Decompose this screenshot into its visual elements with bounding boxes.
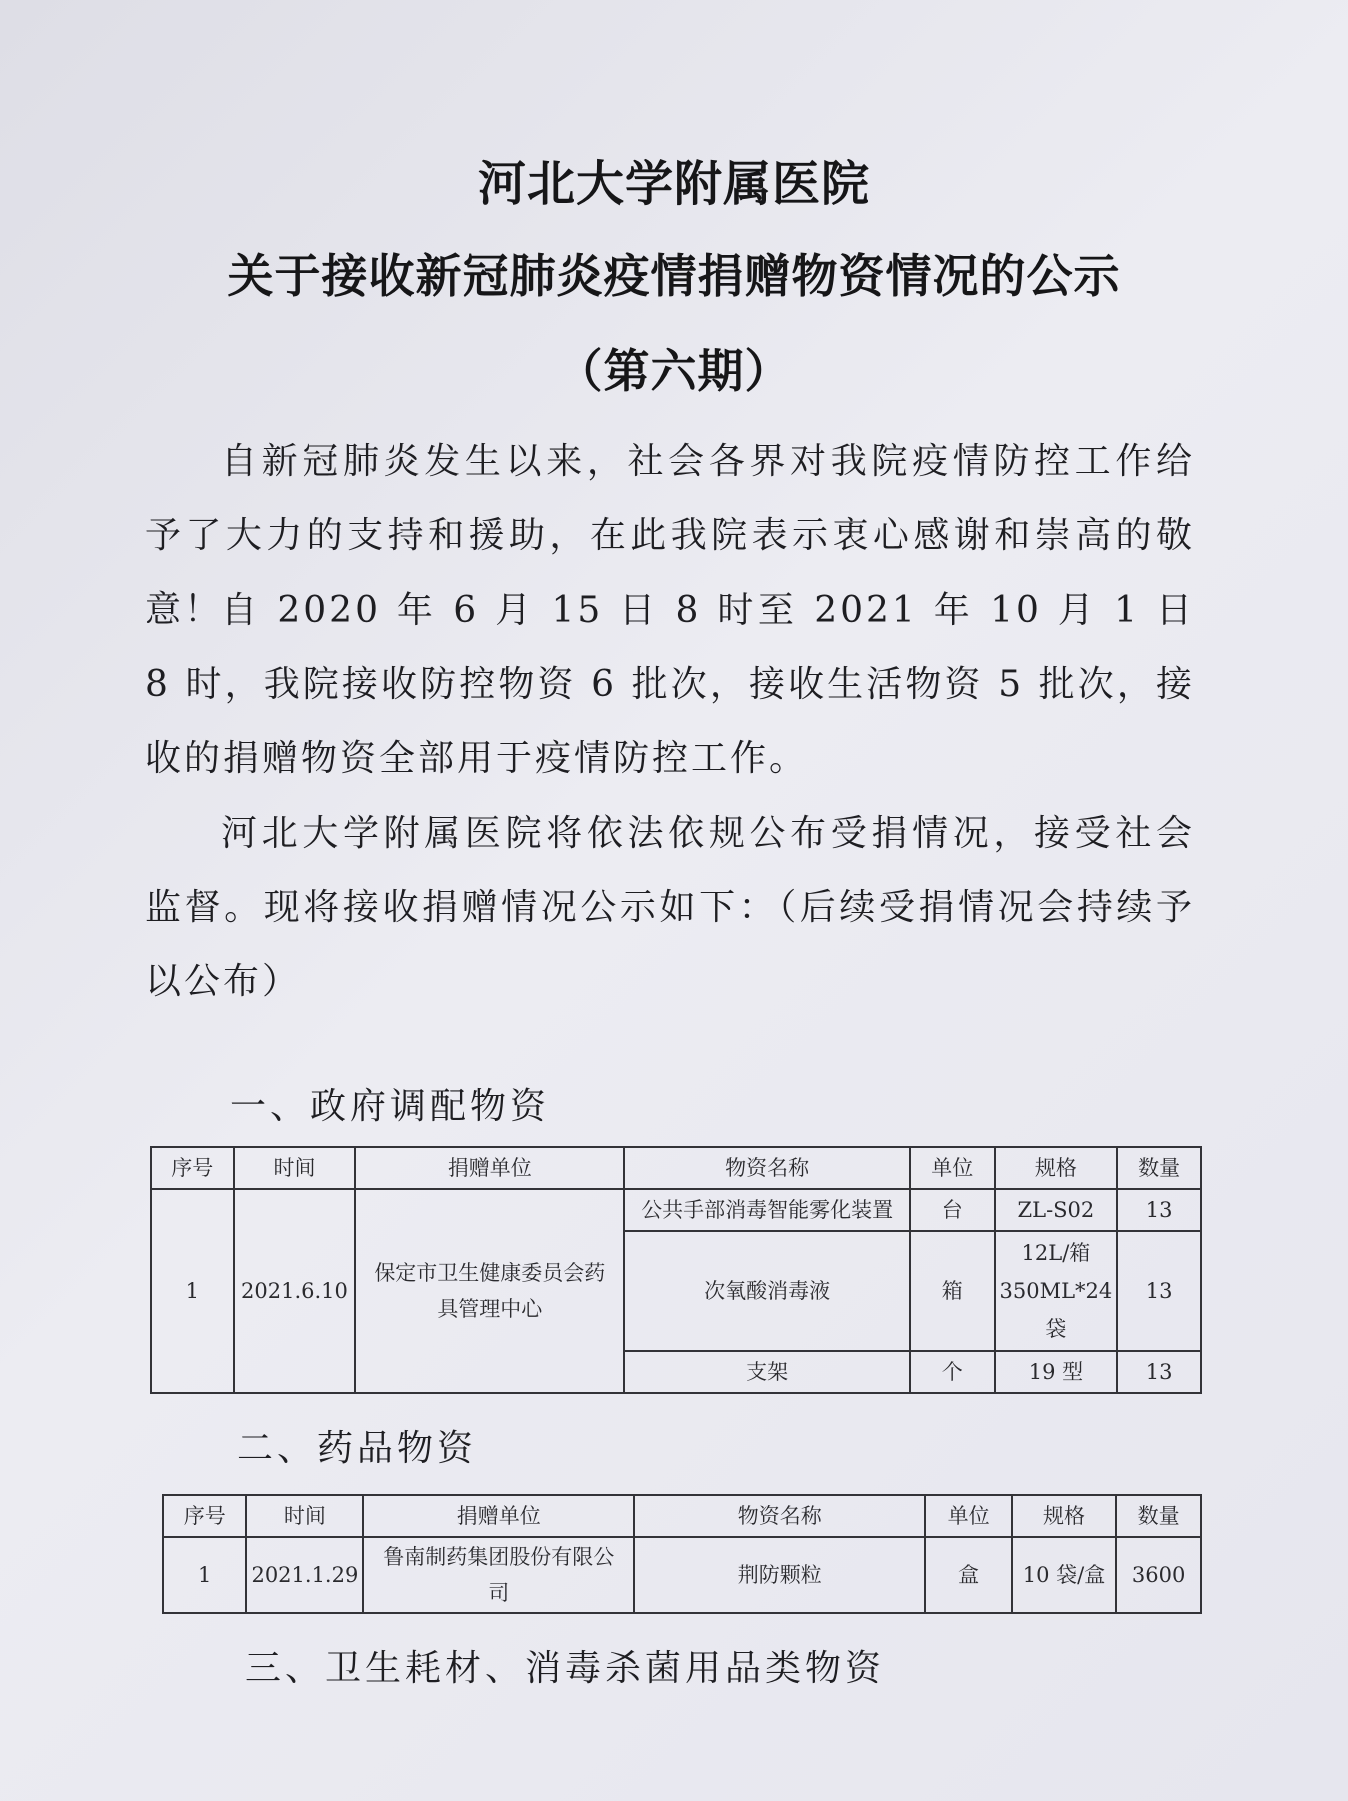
header-donor: 捐赠单位: [363, 1495, 634, 1537]
unit-cell: 个: [910, 1351, 994, 1393]
seq-cell: 1: [151, 1189, 234, 1393]
section-heading-hygiene: 三、卫生耗材、消毒杀菌用品类物资: [245, 1648, 886, 1689]
unit-cell: 箱: [910, 1231, 994, 1351]
qty-cell: 3600: [1116, 1537, 1201, 1613]
header-qty: 数量: [1117, 1147, 1201, 1189]
period-paragraph: 自 2020 年 6 月 15 日 8 时至 2021 年 10 月 1 日 8 时，我院接收防控物资 6 批次，接收生活物资 5 批次，接收的捐赠物资全部用于疫情防控工作。: [145, 590, 1195, 779]
donor-cell: 鲁南制药集团股份有限公司: [363, 1537, 634, 1613]
document-subtitle: 关于接收新冠肺炎疫情捐赠物资情况的公示: [227, 249, 1121, 303]
header-spec: 规格: [1012, 1495, 1116, 1537]
qty-cell: 13: [1117, 1189, 1201, 1231]
government-supplies-table: [150, 1146, 1202, 1394]
header-seq: 序号: [163, 1495, 246, 1537]
qty-cell: 13: [1117, 1351, 1201, 1393]
item-name-cell: 支架: [624, 1351, 910, 1393]
header-seq: 序号: [151, 1147, 234, 1189]
header-date: 时间: [246, 1495, 363, 1537]
disclosure-paragraph: 河北大学附属医院将依法依规公布受捐情况，接受社会监督。现将接收捐赠情况公示如下：（后续受捐情况会持续予以公布）: [145, 813, 1195, 1002]
header-date: 时间: [234, 1147, 356, 1189]
table-header-row: [151, 1147, 1201, 1189]
header-spec: 规格: [995, 1147, 1118, 1189]
medicine-supplies-table: [162, 1494, 1202, 1614]
unit-cell: 台: [910, 1189, 994, 1231]
section-heading-government: 一、政府调配物资: [230, 1086, 551, 1127]
table-header-row: [163, 1495, 1201, 1537]
table-row: [151, 1189, 1201, 1231]
header-unit: 单位: [910, 1147, 994, 1189]
date-cell: 2021.6.10: [234, 1189, 356, 1393]
intro-paragraph: 自新冠肺炎发生以来，社会各界对我院疫情防控工作给予了大力的支持和援助，在此我院表示衷心感谢和崇高的敬意！: [145, 441, 1195, 630]
section-heading-medicine: 二、药品物资: [237, 1428, 478, 1469]
spec-cell: 19 型: [995, 1351, 1118, 1393]
document-title: 河北大学附属医院: [477, 156, 870, 212]
item-name-cell: 次氧酸消毒液: [624, 1231, 910, 1351]
unit-cell: 盒: [925, 1537, 1011, 1613]
header-unit: 单位: [925, 1495, 1011, 1537]
spec-cell: 10 袋/盒: [1012, 1537, 1116, 1613]
header-donor: 捐赠单位: [355, 1147, 624, 1189]
donor-cell: 保定市卫生健康委员会药具管理中心: [355, 1189, 624, 1393]
seq-cell: 1: [163, 1537, 246, 1613]
item-name-cell: 公共手部消毒智能雾化装置: [624, 1189, 910, 1231]
header-qty: 数量: [1116, 1495, 1201, 1537]
header-item-name: 物资名称: [634, 1495, 925, 1537]
spec-cell: 12L/箱350ML*24 袋: [995, 1231, 1118, 1351]
issue-number: （第六期）: [556, 344, 792, 398]
spec-cell: ZL-S02: [995, 1189, 1118, 1231]
table-row: [163, 1537, 1201, 1613]
date-cell: 2021.1.29: [246, 1537, 363, 1613]
header-item-name: 物资名称: [624, 1147, 910, 1189]
qty-cell: 13: [1117, 1231, 1201, 1351]
item-name-cell: 荆防颗粒: [634, 1537, 925, 1613]
